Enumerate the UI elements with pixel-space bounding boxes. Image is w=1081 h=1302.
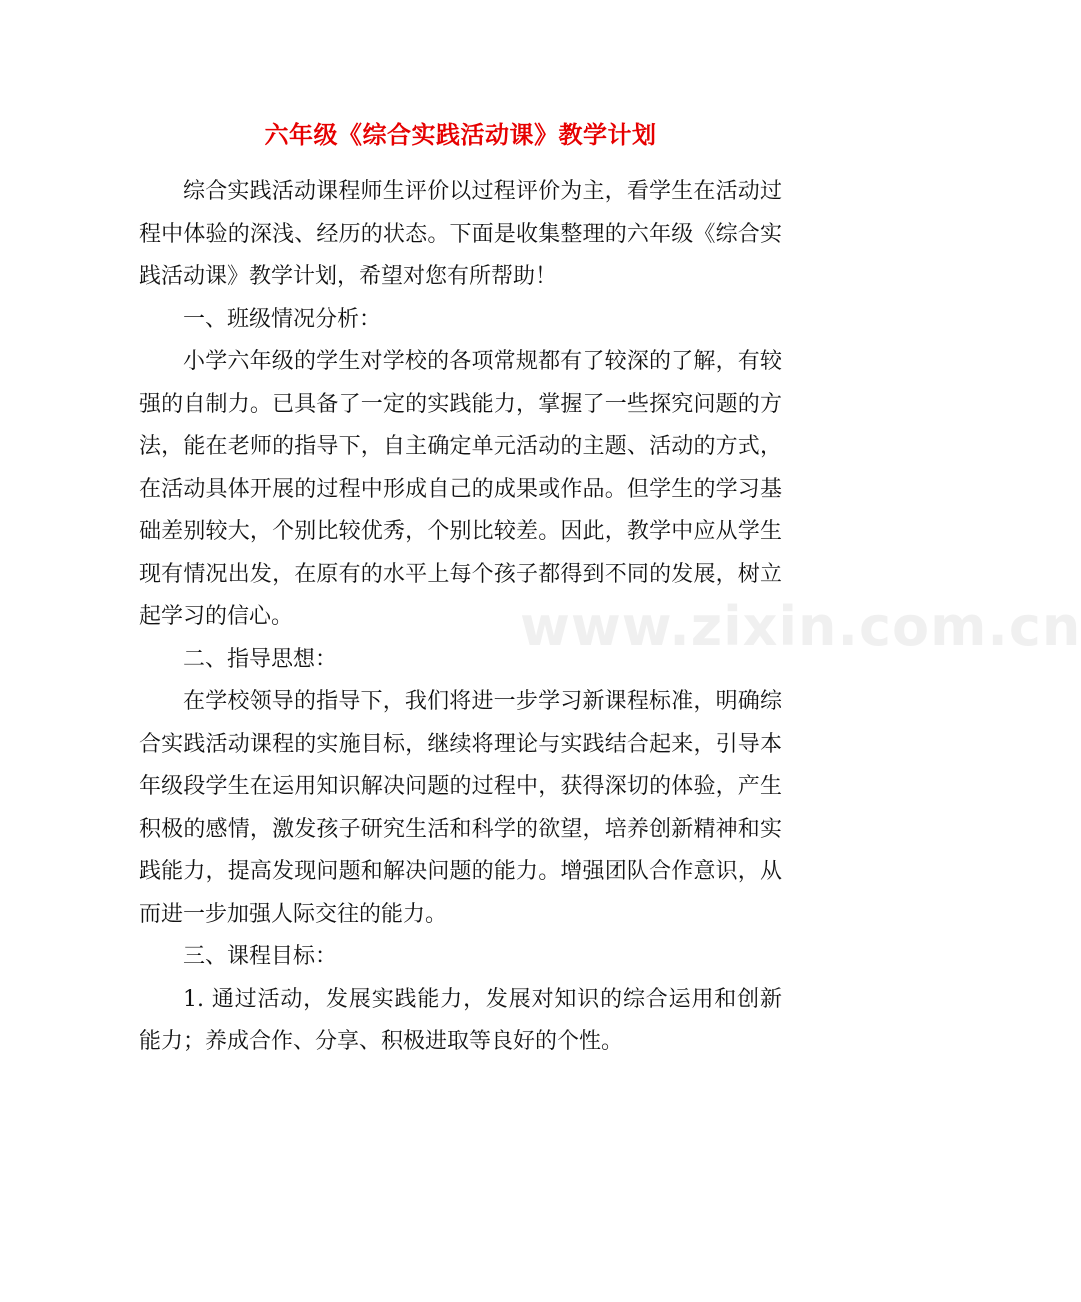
watermark-text: www.zixin.com.cn: [520, 595, 1081, 658]
section-body-course-goals: 1. 通过活动，发展实践能力，发展对知识的综合运用和创新能力；养成合作、分享、积极进取等良好的个性。: [139, 986, 782, 1054]
section-heading-class-analysis: 一、班级情况分析：: [183, 306, 382, 332]
section-body-guiding-thought: 在学校领导的指导下，我们将进一步学习新课程标准，明确综合实践活动课程的实施目标，继续将理论与实践结合起来，引导本年级段学生在运用知识解决问题的过程中，获得深切的体验，产生积极的感情，激发孩子研究生活和科学的欲望，培养创新精神和实践能力，提高发现问题和解决问题的能力。增强团队合作意识，从而进一步加强人际交往的能力。: [139, 689, 782, 927]
section-body-class-analysis: 小学六年级的学生对学校的各项常规都有了较深的了解，有较强的自制力。已具备了一定的实践能力，掌握了一些探究问题的方法，能在老师的指导下，自主确定单元活动的主题、活动的方式，在活动具体开展的过程中形成自己的成果或作品。但学生的学习基础差别较大，个别比较优秀，个别比较差。因此，教学中应从学生现有情况出发，在原有的水平上每个孩子都得到不同的发展，树立起学习的信心。: [139, 349, 782, 629]
document-title: 六年级《综合实践活动课》教学计划: [264, 120, 657, 149]
section-heading-course-goals: 三、课程目标：: [183, 944, 338, 969]
intro-paragraph: 综合实践活动课程师生评价以过程评价为主，看学生在活动过程中体验的深浅、经历的状态。下面是收集整理的六年级《综合实践活动课》教学计划，希望对您有所帮助！: [139, 179, 782, 289]
section-heading-guiding-thought: 二、指导思想：: [183, 646, 338, 672]
